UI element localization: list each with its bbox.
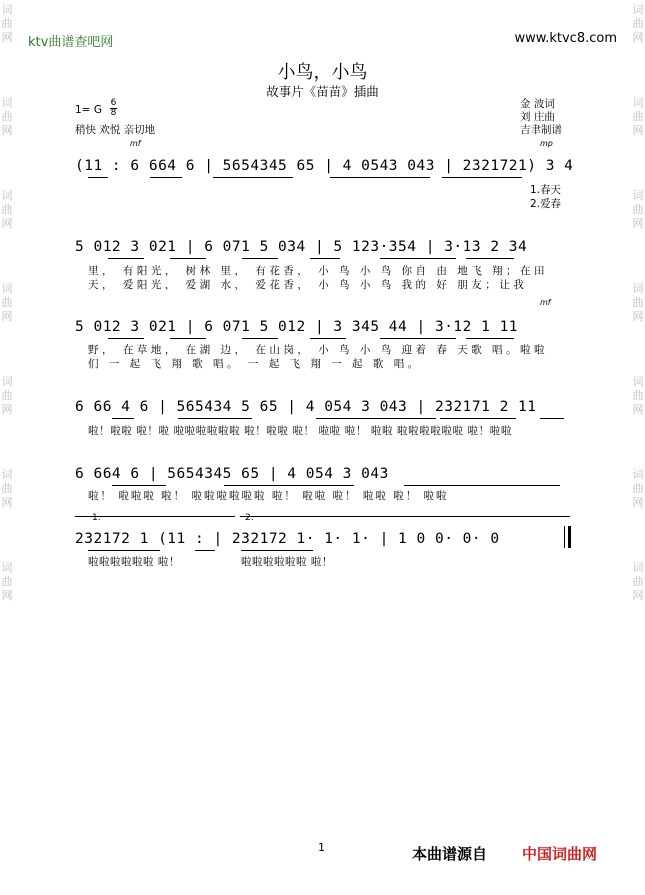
beam xyxy=(540,418,564,419)
beam xyxy=(380,338,456,339)
beam xyxy=(112,418,134,419)
beam xyxy=(108,338,144,339)
lyrics-line-3-verse-1: 野， 在草地， 在湖 边， 在山岗， 小 鸟 小 鸟 迎着 春 天歌 唱。啦啦 xyxy=(88,344,549,356)
score-line-6: 232172 1 (11 : | 232172 1· 1· 1· | 1 0 0· 0· 0 xyxy=(75,531,500,547)
beam xyxy=(241,550,313,551)
lyrics-line-6-ending-1: 啦啦啦啦啦啦 啦！ xyxy=(88,556,180,568)
source-site: 中国词曲网 xyxy=(522,845,598,863)
key-signature: 1= G xyxy=(75,104,102,116)
beam xyxy=(404,485,560,486)
beam xyxy=(112,485,166,486)
beam xyxy=(380,258,456,259)
lyrics-line-6-ending-2: 啦啦啦啦啦啦 啦！ xyxy=(241,556,333,568)
beam xyxy=(224,485,354,486)
source-label: 本曲谱源自 xyxy=(412,845,488,863)
site-name-left: ktv曲谱查吧网 xyxy=(28,35,114,50)
song-subtitle: 故事片《苗苗》插曲 xyxy=(266,84,379,99)
credit-transcriber: 吉聿制谱 xyxy=(520,124,562,136)
credit-composer: 刘 庄曲 xyxy=(520,111,555,123)
lyrics-line-2-verse-1: 里， 有阳光， 树林 里， 有花香， 小 鸟 小 鸟 你自 由 地飞 翔；在田 xyxy=(88,265,549,277)
beam xyxy=(440,418,516,419)
beam xyxy=(170,338,206,339)
verse-2-start: 2.爱春 xyxy=(530,198,562,210)
beam xyxy=(108,258,144,259)
beam xyxy=(316,418,436,419)
lyrics-line-2-verse-2: 天， 爱阳光， 爱湖 水， 爱花香， 小 鸟 小 鸟 我的 好 朋友；让我 xyxy=(88,279,528,291)
dynamic-mf: mf xyxy=(130,139,141,148)
final-barline xyxy=(564,526,565,548)
volta-2-label: 2. xyxy=(245,513,254,523)
beam xyxy=(88,177,108,178)
credit-lyricist: 金 波词 xyxy=(520,98,555,110)
volta-bracket-2 xyxy=(240,516,570,517)
lyrics-line-5: 啦！ 啦啦啦 啦！ 啦啦啦啦啦啦 啦！ 啦啦 啦！ 啦啦 啦！ 啦啦 xyxy=(88,490,449,502)
page-number: 1 xyxy=(318,841,325,854)
beam xyxy=(310,258,340,259)
beam xyxy=(150,177,182,178)
beam xyxy=(466,258,514,259)
volta-1-label: 1. xyxy=(92,513,101,523)
dynamic-mp: mp xyxy=(540,139,553,148)
lyrics-line-3-verse-2: 们 一 起 飞 翔 歌 唱。 一 起 飞 翔 一 起 歌 唱。 xyxy=(88,358,422,370)
score-line-4: 6 66 4 6 | 565434 5 65 | 4 054 3 043 | 232171 2 11 xyxy=(75,399,537,415)
score-line-1: (11 : 6 664 6 | 5654345 65 | 4 0543 043 | 2321721) 3 4 xyxy=(75,158,574,174)
tempo-marking: 稍快 欢悦 亲切地 xyxy=(75,124,156,136)
site-url-right: www.ktvc8.com xyxy=(514,31,617,46)
song-title: 小鸟，小鸟 xyxy=(277,62,368,83)
score-line-2: 5 012 3 021 | 6 071 5 034 | 5 123·354 | 3·13 2 34 xyxy=(75,239,528,255)
time-signature: 6 8 xyxy=(110,98,117,118)
beam xyxy=(178,418,252,419)
beam xyxy=(88,550,160,551)
verse-1-start: 1.春天 xyxy=(530,184,562,196)
watermark-column-right: 词 曲 网 词 曲 网 词 曲 网 词 曲 网 词 曲 网 词 曲 网 词 曲 网 xyxy=(632,3,644,602)
lyrics-line-4: 啦！啦啦 啦！啦 啦啦啦啦啦啦 啦！啦啦 啦！ 啦啦 啦！ 啦啦 啦啦啦啦啦啦 啦！啦啦 xyxy=(88,425,512,437)
beam xyxy=(310,338,346,339)
dynamic-mf: mf xyxy=(540,298,551,307)
score-line-5: 6 664 6 | 5654345 65 | 4 054 3 043 xyxy=(75,466,389,482)
beam xyxy=(242,338,278,339)
final-barline-thick xyxy=(568,526,571,548)
score-line-3: 5 012 3 021 | 6 071 5 012 | 3 345 44 | 3·12 1 11 xyxy=(75,319,519,335)
beam xyxy=(213,177,293,178)
beam xyxy=(330,177,430,178)
beam xyxy=(170,258,206,259)
beam xyxy=(195,550,215,551)
beam xyxy=(466,338,514,339)
beam xyxy=(442,177,522,178)
beam xyxy=(242,258,278,259)
watermark-column-left: 词 曲 网 词 曲 网 词 曲 网 词 曲 网 词 曲 网 词 曲 网 词 曲 网 xyxy=(1,3,13,602)
